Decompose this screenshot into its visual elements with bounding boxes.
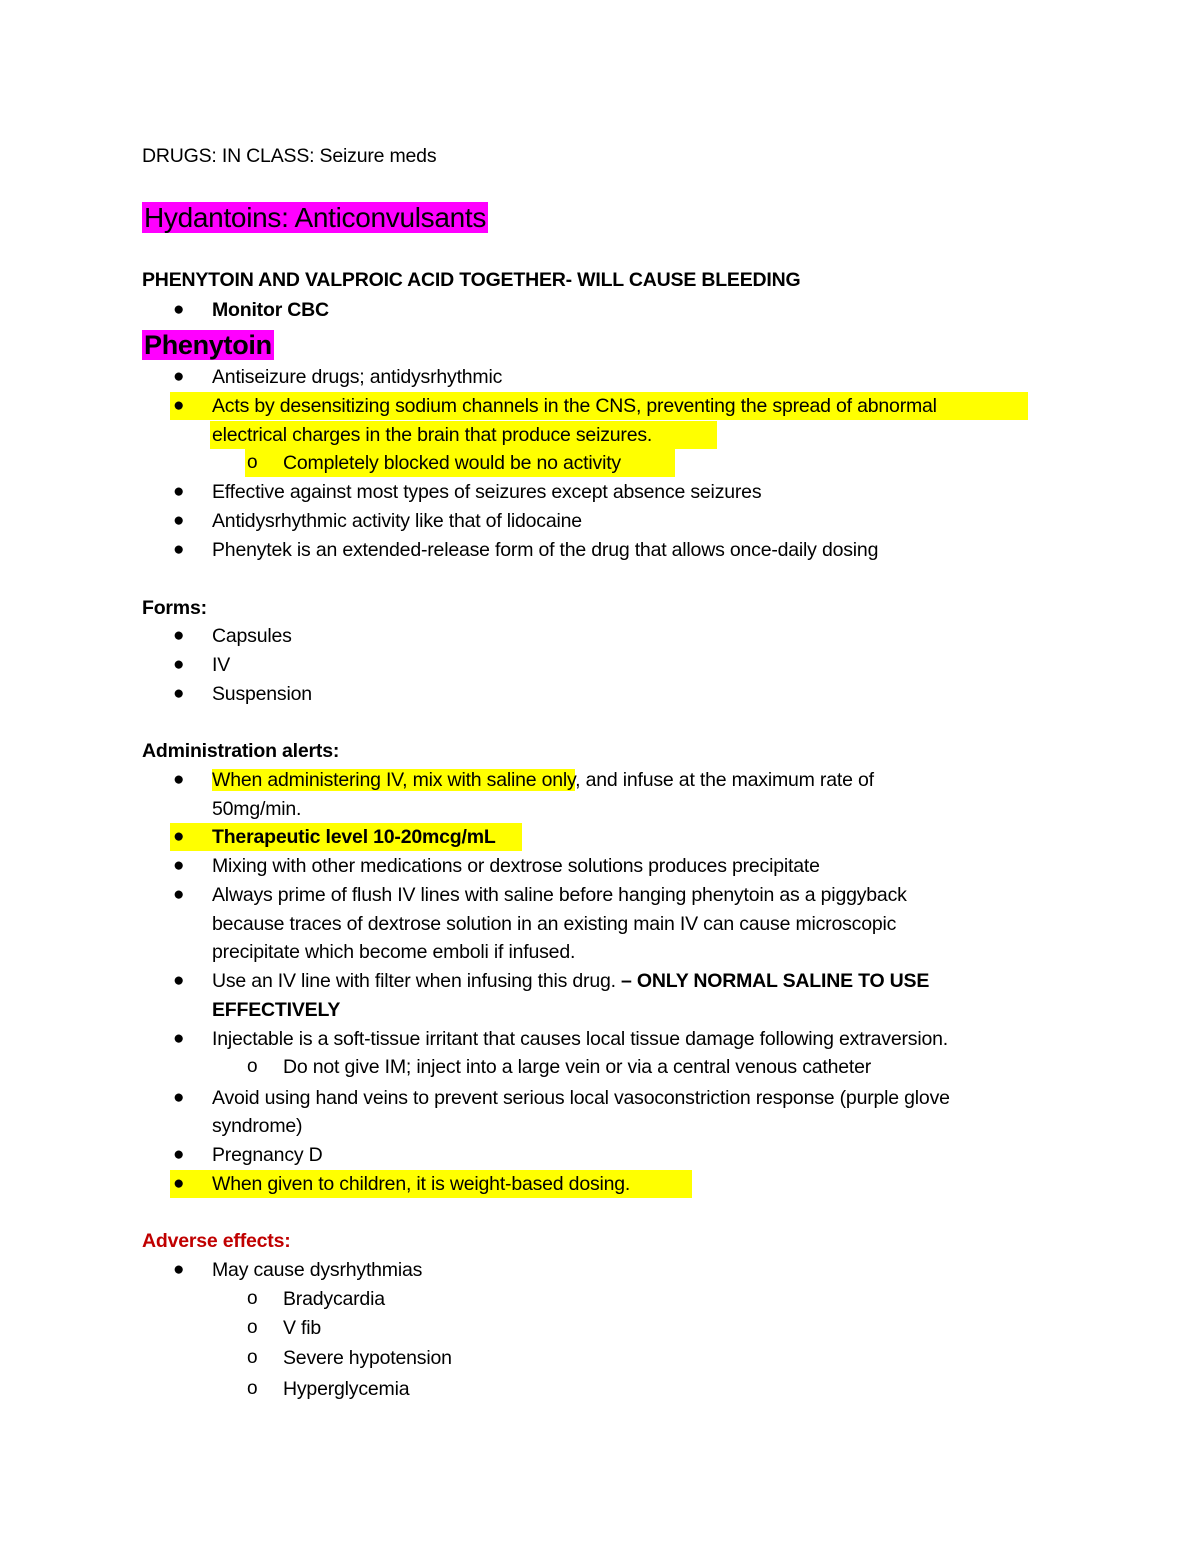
list-item-continuation: syndrome) — [212, 1115, 303, 1137]
list-item: IV — [212, 654, 231, 676]
heading-phenytoin-text: Phenytoin — [144, 330, 272, 360]
bullet-icon: ● — [173, 970, 185, 991]
list-item-continuation: electrical charges in the brain that produce seizures. — [212, 424, 653, 446]
sub-bullet-icon: o — [247, 1288, 258, 1309]
bullet-icon: ● — [173, 510, 185, 531]
sub-list-item: Severe hypotension — [283, 1347, 452, 1369]
list-item: Effective against most types of seizures except absence seizures — [212, 481, 762, 503]
list-item: Avoid using hand veins to prevent serious local vasoconstriction response (purple glove — [212, 1087, 950, 1109]
heading-phenytoin — [142, 328, 274, 362]
list-item: Pregnancy D — [212, 1144, 323, 1166]
bullet-icon: ● — [173, 625, 185, 646]
section-label-forms: Forms: — [142, 597, 207, 619]
list-item-continuation: 50mg/min. — [212, 798, 302, 820]
list-item: May cause dysrhythmias — [212, 1259, 423, 1281]
list-item: Capsules — [212, 625, 292, 647]
list-item-highlighted: When given to children, it is weight-based dosing. — [212, 1173, 631, 1195]
list-item — [212, 967, 929, 995]
bullet-icon: ● — [173, 769, 185, 790]
bullet-icon: ● — [173, 481, 185, 502]
document-title: DRUGS: IN CLASS: Seizure meds — [142, 145, 437, 167]
interaction-warning: PHENYTOIN AND VALPROIC ACID TOGETHER- WILL CAUSE BLEEDING — [142, 269, 801, 291]
sub-list-item: Hyperglycemia — [283, 1378, 410, 1400]
list-item-monitor-cbc: Monitor CBC — [212, 299, 329, 321]
sub-list-item-highlighted: Completely blocked would be no activity — [283, 452, 621, 474]
bullet-icon: ● — [173, 1144, 185, 1165]
list-item-continuation: precipitate which become emboli if infused. — [212, 941, 576, 963]
sub-list-item: Do not give IM; inject into a large vein or via a central venous catheter — [283, 1056, 872, 1078]
bold-text: – ONLY NORMAL SALINE TO USE — [615, 970, 930, 992]
section-label-admin: Administration alerts: — [142, 740, 340, 762]
heading-hydantoins-text: Hydantoins: Anticonvulsants — [144, 202, 487, 233]
sub-bullet-icon: o — [247, 1317, 258, 1338]
list-item — [212, 766, 874, 794]
text-span: , and infuse at the maximum rate of — [575, 769, 874, 791]
bullet-icon: ● — [173, 654, 185, 675]
bullet-icon: ● — [173, 1028, 185, 1049]
sub-bullet-icon: o — [247, 1056, 258, 1077]
bullet-icon: ● — [173, 299, 185, 320]
bullet-icon: ● — [173, 395, 185, 416]
list-item-continuation: EFFECTIVELY — [212, 999, 341, 1021]
bullet-icon: ● — [173, 366, 185, 387]
bullet-icon: ● — [173, 884, 185, 905]
bullet-icon: ● — [173, 1173, 185, 1194]
bullet-icon: ● — [173, 1259, 185, 1280]
list-item: Suspension — [212, 683, 312, 705]
list-item: Injectable is a soft-tissue irritant that causes local tissue damage following extraversion. — [212, 1028, 948, 1050]
list-item: Phenytek is an extended-release form of the drug that allows once-daily dosing — [212, 539, 879, 561]
sub-bullet-icon: o — [247, 1378, 258, 1399]
bullet-icon: ● — [173, 1087, 185, 1108]
sub-bullet-icon: o — [247, 1347, 258, 1368]
section-label-adverse: Adverse effects: — [142, 1230, 291, 1252]
bullet-icon: ● — [173, 826, 185, 847]
sub-list-item: Bradycardia — [283, 1288, 385, 1310]
list-item: Always prime of flush IV lines with saline before hanging phenytoin as a piggyback — [212, 884, 907, 906]
sub-bullet-icon: o — [247, 452, 258, 473]
list-item: Antiseizure drugs; antidysrhythmic — [212, 366, 503, 388]
sub-list-item: V fib — [283, 1317, 322, 1339]
bullet-icon: ● — [173, 683, 185, 704]
heading-hydantoins — [142, 200, 488, 236]
highlighted-text: When administering IV, mix with saline only — [212, 769, 576, 791]
bullet-icon: ● — [173, 855, 185, 876]
bullet-icon: ● — [173, 539, 185, 560]
list-item-highlighted: Acts by desensitizing sodium channels in the CNS, preventing the spread of abnormal — [212, 395, 937, 417]
list-item-continuation: because traces of dextrose solution in an existing main IV can cause microscopic — [212, 913, 897, 935]
list-item: Antidysrhythmic activity like that of lidocaine — [212, 510, 582, 532]
text-span: Use an IV line with filter when infusing this drug. — [212, 970, 616, 992]
list-item-therapeutic-level: Therapeutic level 10-20mcg/mL — [212, 826, 496, 848]
list-item: Mixing with other medications or dextrose solutions produces precipitate — [212, 855, 820, 877]
